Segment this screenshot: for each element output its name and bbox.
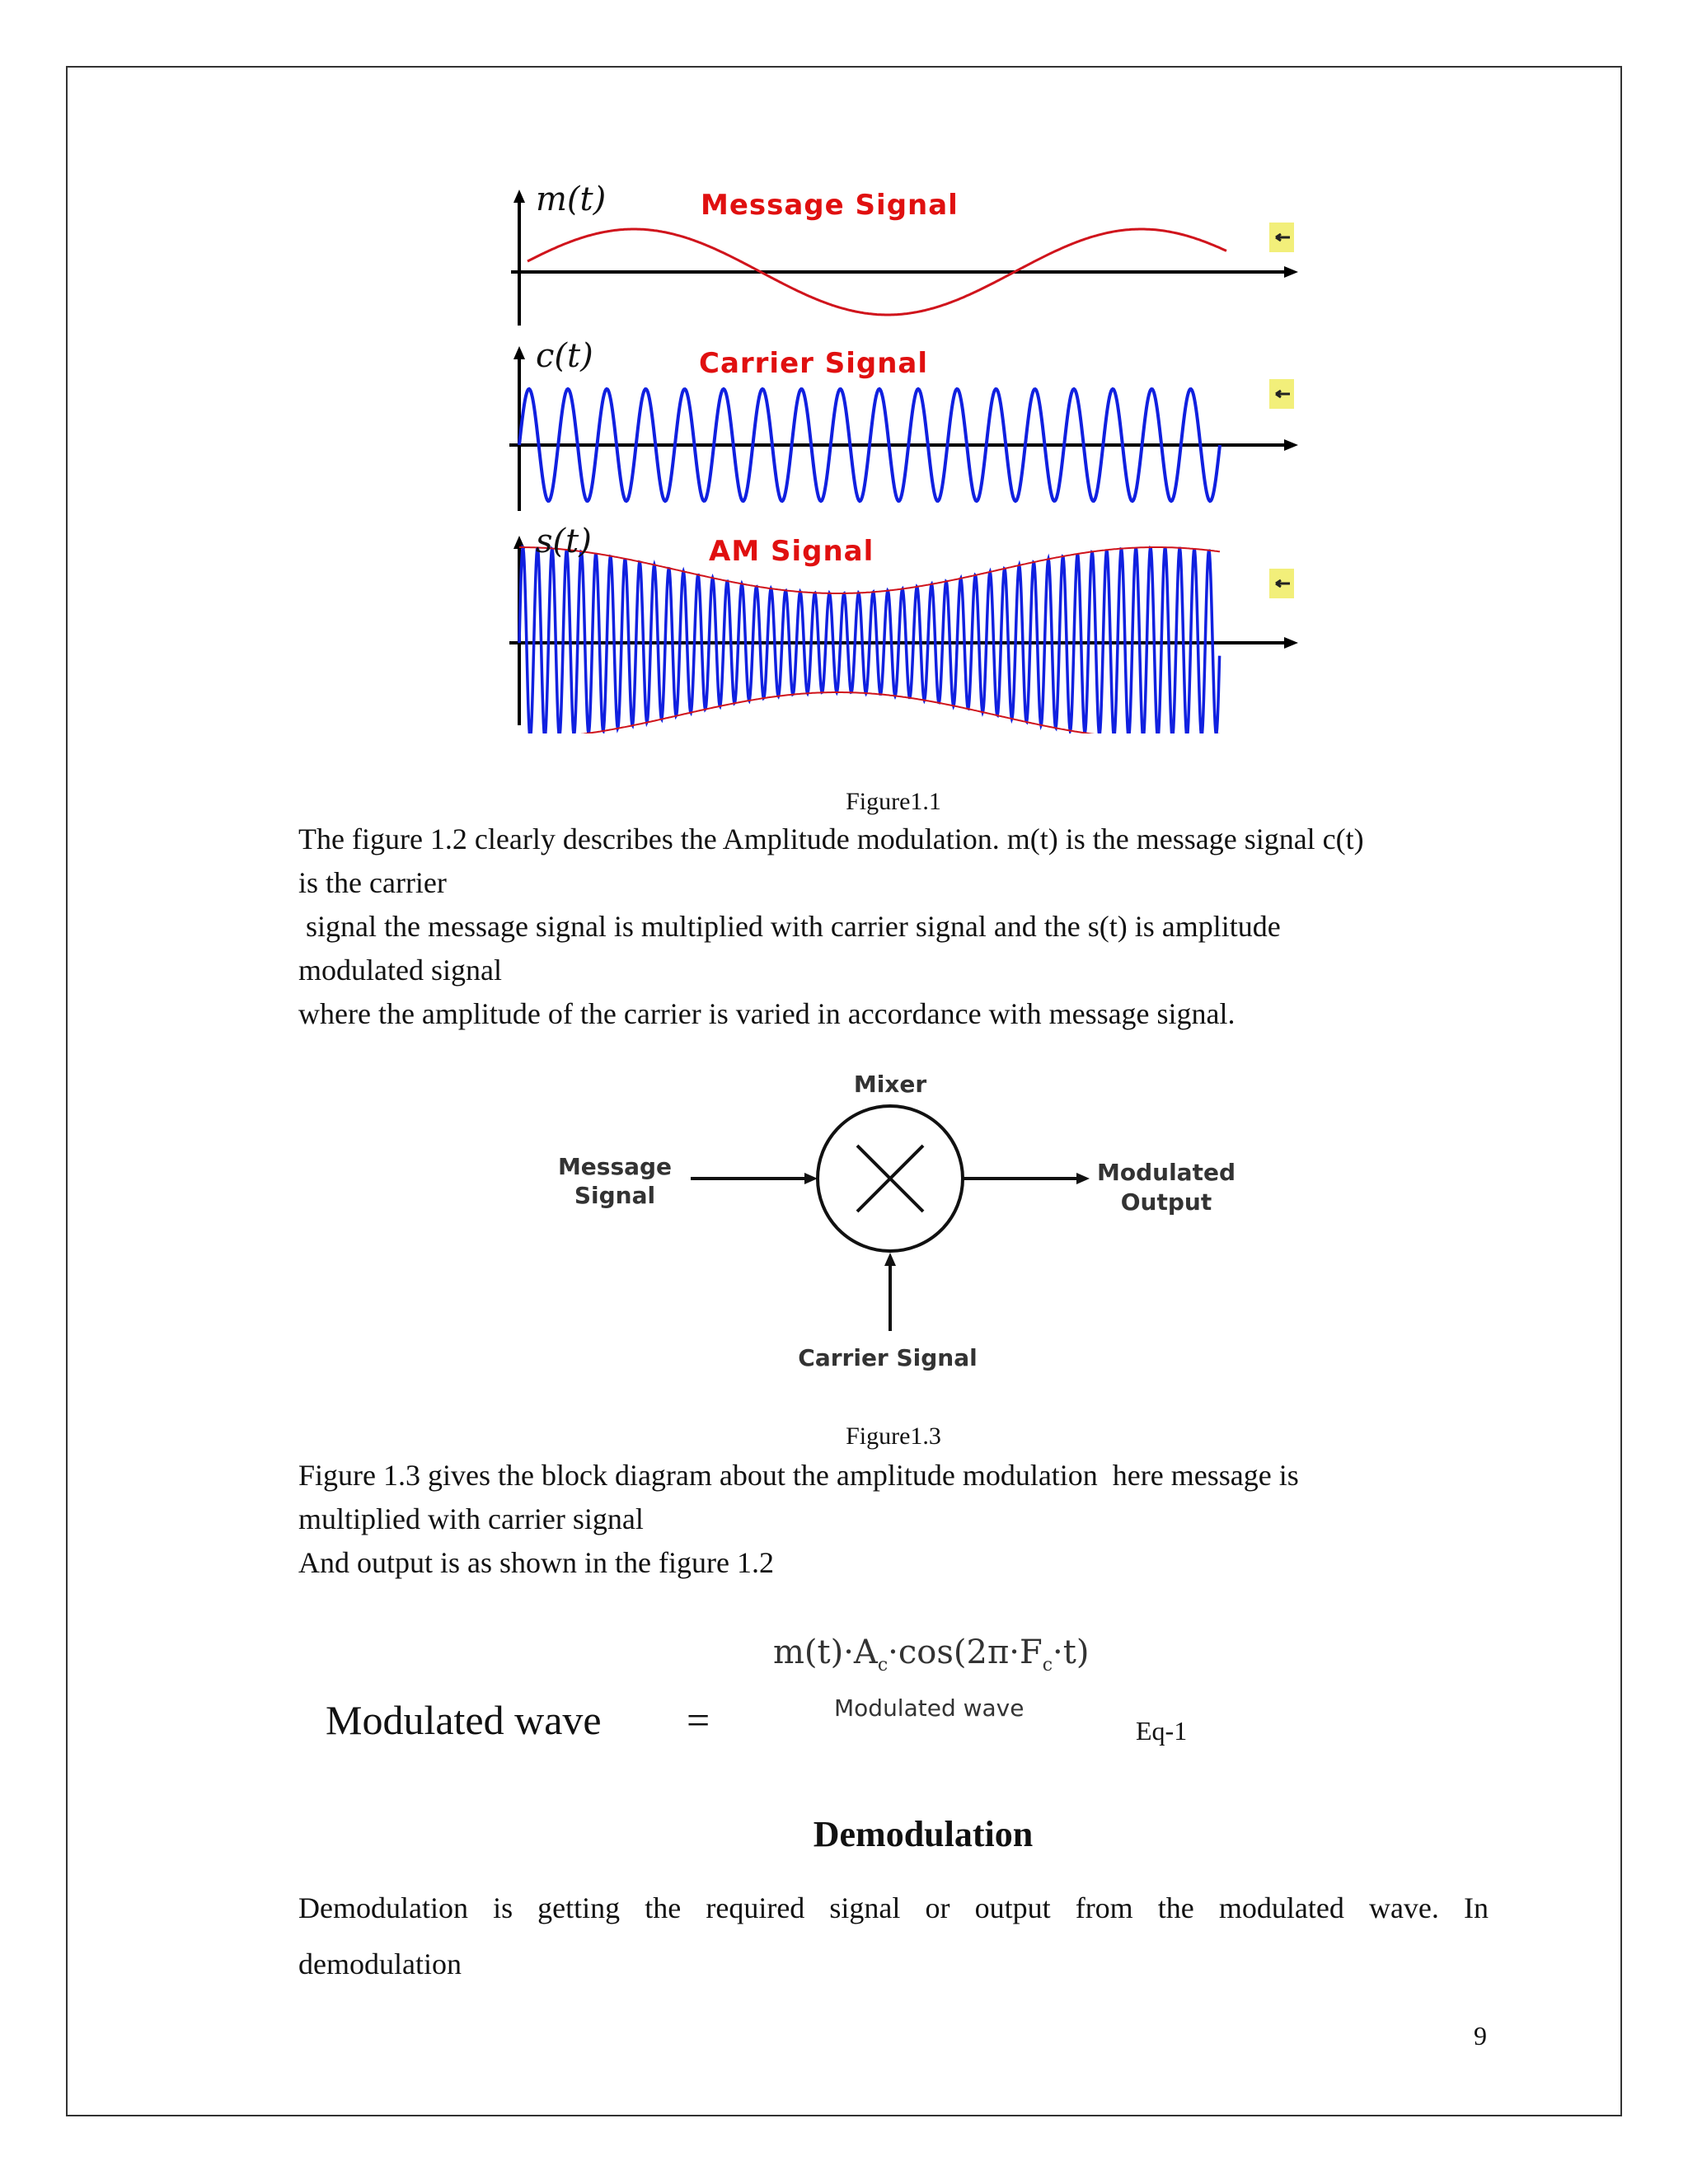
formula-part: ·cos(2π·F xyxy=(888,1633,1043,1671)
mixer-block-diagram xyxy=(544,1055,1253,1385)
paragraph-1-line: The figure 1.2 clearly describes the Amplitude modulation. m(t) is the message signal c(t) xyxy=(298,823,1364,855)
message-input-arrow xyxy=(691,1173,818,1184)
paragraph-1-line: is the carrier xyxy=(298,866,447,899)
carrier-axis-label: c(t) xyxy=(536,337,593,375)
formula-subscript: c xyxy=(1042,1655,1053,1675)
section-paragraph-line: Demodulation is getting the required signal or output from the modulated wave. In xyxy=(298,1891,1489,1924)
formula-subscript: c xyxy=(877,1655,889,1675)
message-axis-label: m(t) xyxy=(536,181,607,218)
paragraph-2-line: multiplied with carrier signal xyxy=(298,1502,644,1535)
carrier-signal-title: Carrier Signal xyxy=(699,347,929,380)
message-signal-title: Message Signal xyxy=(701,189,959,222)
equation-formula xyxy=(773,1633,1089,1675)
mixer-label: Mixer xyxy=(853,1071,927,1098)
paragraph-2-line: Figure 1.3 gives the block diagram about the amplitude modulation here message is xyxy=(298,1459,1299,1492)
paragraph-1-line: where the amplitude of the carrier is varied in accordance with message signal. xyxy=(298,997,1236,1030)
equation-lhs: Modulated wave xyxy=(326,1697,602,1743)
output-arrow xyxy=(963,1173,1090,1184)
formula-part: ·t) xyxy=(1053,1633,1090,1671)
signal-figure xyxy=(495,181,1302,733)
paragraph-1 xyxy=(298,818,1493,1036)
carrier-input-arrow xyxy=(884,1253,896,1331)
am-signal-title: AM Signal xyxy=(709,535,874,568)
equation-equals: = xyxy=(687,1697,710,1743)
modulated-output-label: Output xyxy=(1120,1188,1212,1216)
message-input-label: Message xyxy=(557,1153,673,1180)
paragraph-1-line: signal the message signal is multiplied with carrier signal and the s(t) is amplitude xyxy=(298,910,1281,943)
formula-part: m(t)·A xyxy=(773,1633,878,1671)
figure-1-3-caption: Figure1.3 xyxy=(846,1422,941,1450)
paragraph-2 xyxy=(298,1454,1493,1585)
paragraph-1-line: modulated signal xyxy=(298,954,502,987)
paragraph-2-line: And output is as shown in the figure 1.2 xyxy=(298,1546,774,1579)
multiply-icon xyxy=(857,1146,923,1212)
page-number: 9 xyxy=(1474,2021,1487,2050)
message-input-label: Signal xyxy=(574,1182,656,1209)
am-signal-wave xyxy=(519,547,1220,733)
equation-formula-label: Modulated wave xyxy=(834,1694,1025,1722)
carrier-input-label: Carrier Signal xyxy=(798,1344,978,1371)
equation-number: Eq-1 xyxy=(1136,1716,1188,1746)
section-paragraph-line: demodulation xyxy=(298,1947,462,1980)
modulated-output-label: Modulated xyxy=(1097,1159,1236,1186)
am-axis-label: s(t) xyxy=(536,523,592,560)
figure-1-1-caption: Figure1.1 xyxy=(846,788,941,815)
section-heading: Demodulation xyxy=(813,1814,1034,1854)
